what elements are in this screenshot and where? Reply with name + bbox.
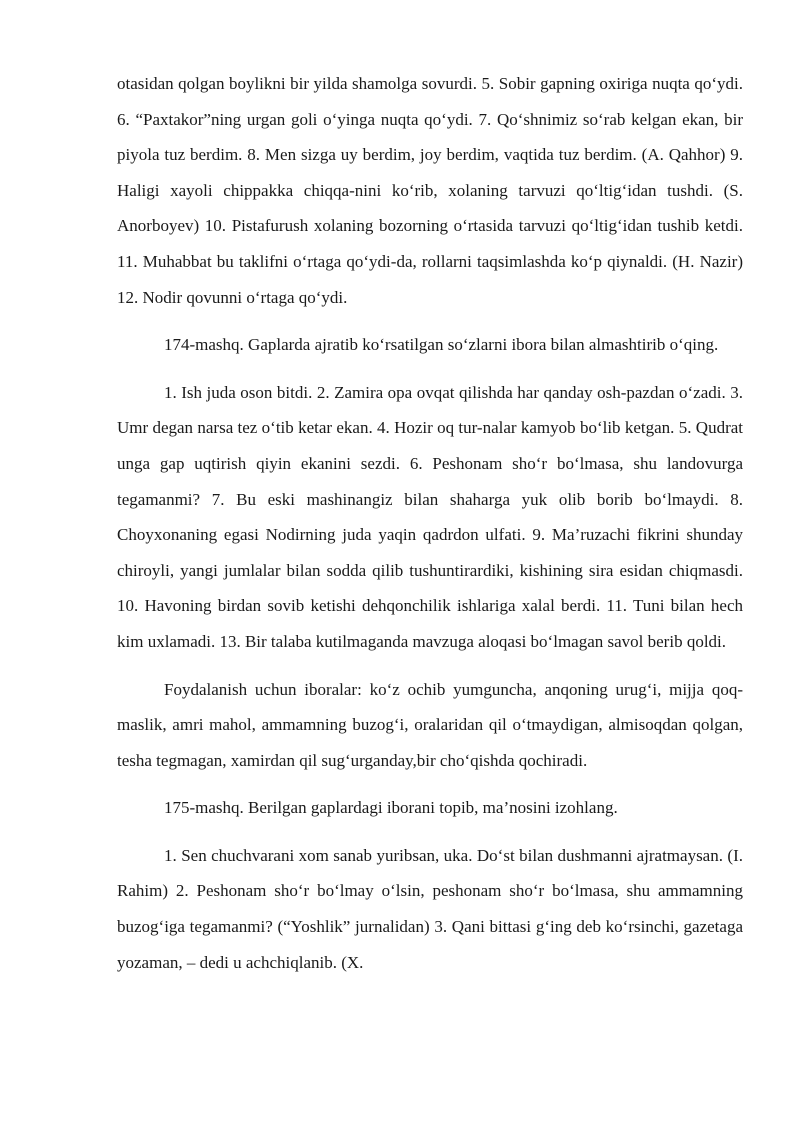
exercise-174-heading: 174-mashq. Gaplarda ajratib ko‘rsatilgan so‘zlarni ibora bilan almashtirib o‘qing. <box>164 335 719 355</box>
document-page <box>117 66 743 980</box>
exercise-175-heading: 175-mashq. Berilgan gaplardagi iborani topib, ma’nosini izohlang. <box>164 798 618 818</box>
exercise-175-sentences: 1. Sen chuchvarani xom sanab yuribsan, uka. Do‘st bilan dushmanni ajratmaysan. (I. Rahim) 2. Peshonam sho‘r bo‘lmay o‘lsin, peshonam sho‘r bo‘lmasa, shu ammamning buzog‘iga tegamanmi? (“Yoshlik” jurnalidan) 3. Qani bittasi g‘ing deb ko‘rsinchi, gazetaga yozaman, – dedi u achchiqlanib. (X. <box>117 845 743 972</box>
paragraph-continuation: otasidan qolgan boylikni bir yilda shamolga sovurdi. 5. Sobir gapning oxiriga nuqta qo‘ydi. 6. “Paxtakor”ning urgan goli o‘yinga nuqta qo‘ydi. 7. Qo‘shnimiz so‘rab kelgan ekan, bir piyola tuz berdim. 8. Men sizga uy berdim, joy berdim, vaqtida tuz berdim. (A. Qahhor) 9. Haligi xayoli chippakka chiqqa-nini ko‘rib, xolaning tarvuzi qo‘ltig‘idan tushdi. (S. Anorboyev) 10. Pistafurush xolaning bozorning o‘rtasida tarvuzi qo‘ltig‘idan tushib ketdi. 11. Muhabbat bu taklifni o‘rtaga qo‘ydi-da, rollarni taqsimlashda ko‘p qiynaldi. (H. Nazir) 12. Nodir qovunni o‘rtaga qo‘ydi. <box>117 74 743 307</box>
exercise-174-sentences: 1. Ish juda oson bitdi. 2. Zamira opa ovqat qilishda har qanday osh-pazdan o‘zadi. 3. Umr degan narsa tez o‘tib ketar ekan. 4. Hozir oq tur-nalar kamyob bo‘lib ketgan. 5. Qudrat unga gap uqtirish qiyin ekanini sezdi. 6. Peshonam sho‘r bo‘lmasa, shu landovurga tegamanmi? 7. Bu eski mashinangiz bilan shaharga yuk olib borib bo‘lmaydi. 8. Choyxonaning egasi Nodirning juda yaqin qadrdon ulfati. 9. Ma’ruzachi fikrini shunday chiroyli, yangi jumlalar bilan sodda qilib tushuntirardiki, kishining sira esidan chiqmasdi. 10. Havoning birdan sovib ketishi dehqonchilik ishlariga xalal berdi. 11. Tuni bilan hech kim uxlamadi. 13. Bir talaba kutilmaganda mavzuga aloqasi bo‘lmagan savol berib qoldi. <box>117 382 743 651</box>
phrases-for-use: Foydalanish uchun iboralar: ko‘z ochib yumguncha, anqoning urug‘i, mijja qoq-maslik, amri mahol, ammamning buzog‘i, oralaridan qil o‘tmaydigan, almisoqdan qolgan, tesha tegmagan, xamirdan qil sug‘urganday,bir cho‘qishda qochiradi. <box>117 679 743 770</box>
